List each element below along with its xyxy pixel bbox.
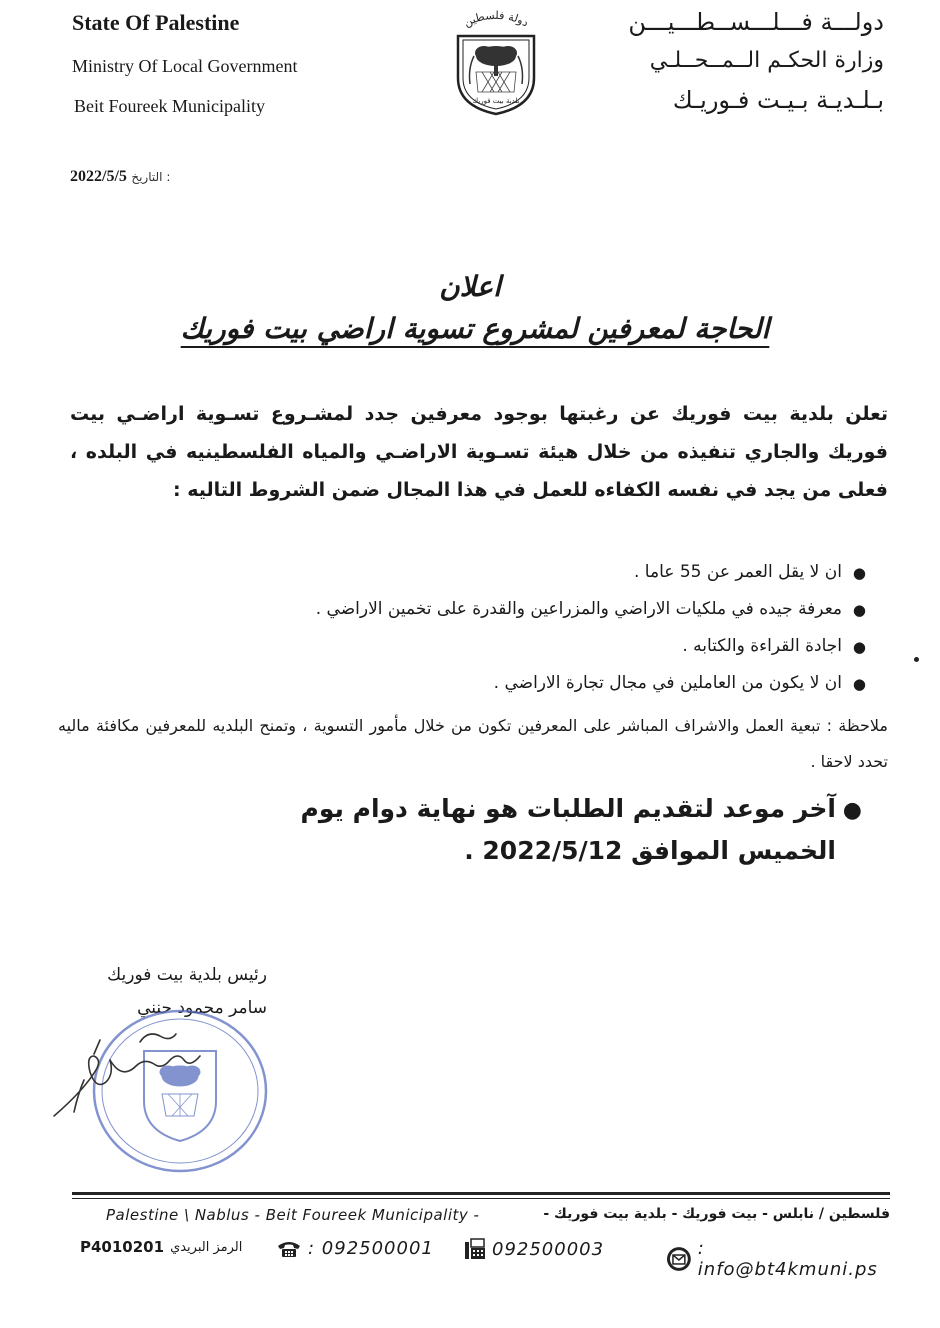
signatory-name: سامر محمود حنني — [137, 998, 267, 1018]
fax-icon — [464, 1238, 486, 1260]
signatory-title: رئيس بلدية بيت فوريك — [107, 965, 267, 985]
bullet-icon: ● — [852, 675, 866, 693]
logo-bottom-text: بلدية بيت فوريك — [472, 97, 520, 105]
deadline-text: آخر موعد لتقديم الطلبات هو نهاية دوام يوم الخميس الموافق 2022/5/12 . — [300, 794, 836, 865]
header-ministry-ar: وزارة الحكـم الــمــحــلـي — [649, 48, 884, 73]
date-label: التاريخ : — [131, 170, 171, 184]
footer-contact — [80, 1238, 890, 1280]
bullet-icon: ● — [842, 798, 862, 823]
condition-item: ● ان لا يكون من العاملين في مجال تجارة الاراضي . — [493, 673, 866, 693]
svg-text:دولة فلسطين — [462, 9, 531, 30]
postal-code-value: P4010201 — [80, 1238, 165, 1256]
date-value: 2022/5/5 — [70, 168, 127, 185]
telephone-icon — [276, 1240, 302, 1258]
phone-contact — [276, 1238, 434, 1259]
header-municipality-en: Beit Foureek Municipality — [74, 96, 265, 116]
email-address[interactable]: : info@bt4kmuni.ps — [697, 1238, 878, 1280]
condition-item: ● معرفة جيده في ملكيات الاراضي والمزراعين والقدرة على تخمين الاراضي . — [315, 599, 866, 619]
bullet-icon: ● — [852, 638, 866, 656]
deadline-statement — [196, 788, 862, 872]
announcement-body: تعلن بلدية بيت فوريك عن رغبتها بوجود معرفين جدد لمشـروع تسـوية اراضـي بيت فوريك والجاري تنفيذه من خلال هيئة تسـوية الاراضـي والمياه الفلسطينيه في البلده ، فعلى من يجد في نفسه الكفاءه للعمل في هذا المجال ضمن الشروط التاليه : — [70, 403, 888, 501]
footer-rule-thin — [72, 1198, 890, 1199]
announcement-note: ملاحظة : تبعية العمل والاشراف المباشر على المعرفين تكون من خلال مأمور التسوية ، وتمنح البلديه للمعرفين مكافئة ماليه تحدد لاحقا . — [58, 716, 888, 771]
bullet-icon: ● — [852, 601, 866, 619]
logo-top-text: دولة فلسطين — [461, 8, 531, 30]
postal-code-label: الرمز البريدي — [170, 1239, 243, 1255]
header-state-ar: دولـــة فـــلـــســطـــيـــن — [628, 8, 884, 36]
footer-address-ar: فلسطين / نابلس - بيت فوريك - بلدية بيت فوريك - — [543, 1206, 890, 1222]
conditions-list — [108, 562, 868, 710]
footer-address — [106, 1206, 890, 1224]
condition-item: ● ان لا يقل العمر عن 55 عاما . — [634, 562, 866, 582]
stray-dot — [914, 657, 919, 662]
email-contact — [666, 1238, 890, 1280]
postal-code — [80, 1238, 242, 1256]
footer-rule-thick — [72, 1192, 890, 1195]
bullet-icon: ● — [852, 564, 866, 582]
footer-address-en: Palestine \ Nablus - Beit Foureek Municipality - — [106, 1206, 480, 1224]
handwritten-signature — [44, 1020, 244, 1130]
document-date — [70, 168, 170, 186]
announcement-subtitle: الحاجة لمعرفين لمشروع تسوية اراضي بيت فوريك — [180, 312, 770, 345]
municipality-logo — [440, 6, 552, 118]
announcement-title: اعلان — [439, 270, 501, 303]
fax-contact — [464, 1238, 604, 1260]
header-ministry-en: Ministry Of Local Government — [72, 56, 298, 76]
condition-item: ● اجادة القراءة والكتابه . — [682, 636, 866, 656]
phone-number[interactable]: : 092500001 — [308, 1238, 434, 1259]
email-icon — [666, 1246, 692, 1272]
header-municipality-ar: بـلـديـة بـيـت فـوريـك — [672, 86, 884, 114]
fax-number[interactable]: 092500003 — [492, 1238, 605, 1260]
header-state-en: State Of Palestine — [72, 10, 240, 35]
